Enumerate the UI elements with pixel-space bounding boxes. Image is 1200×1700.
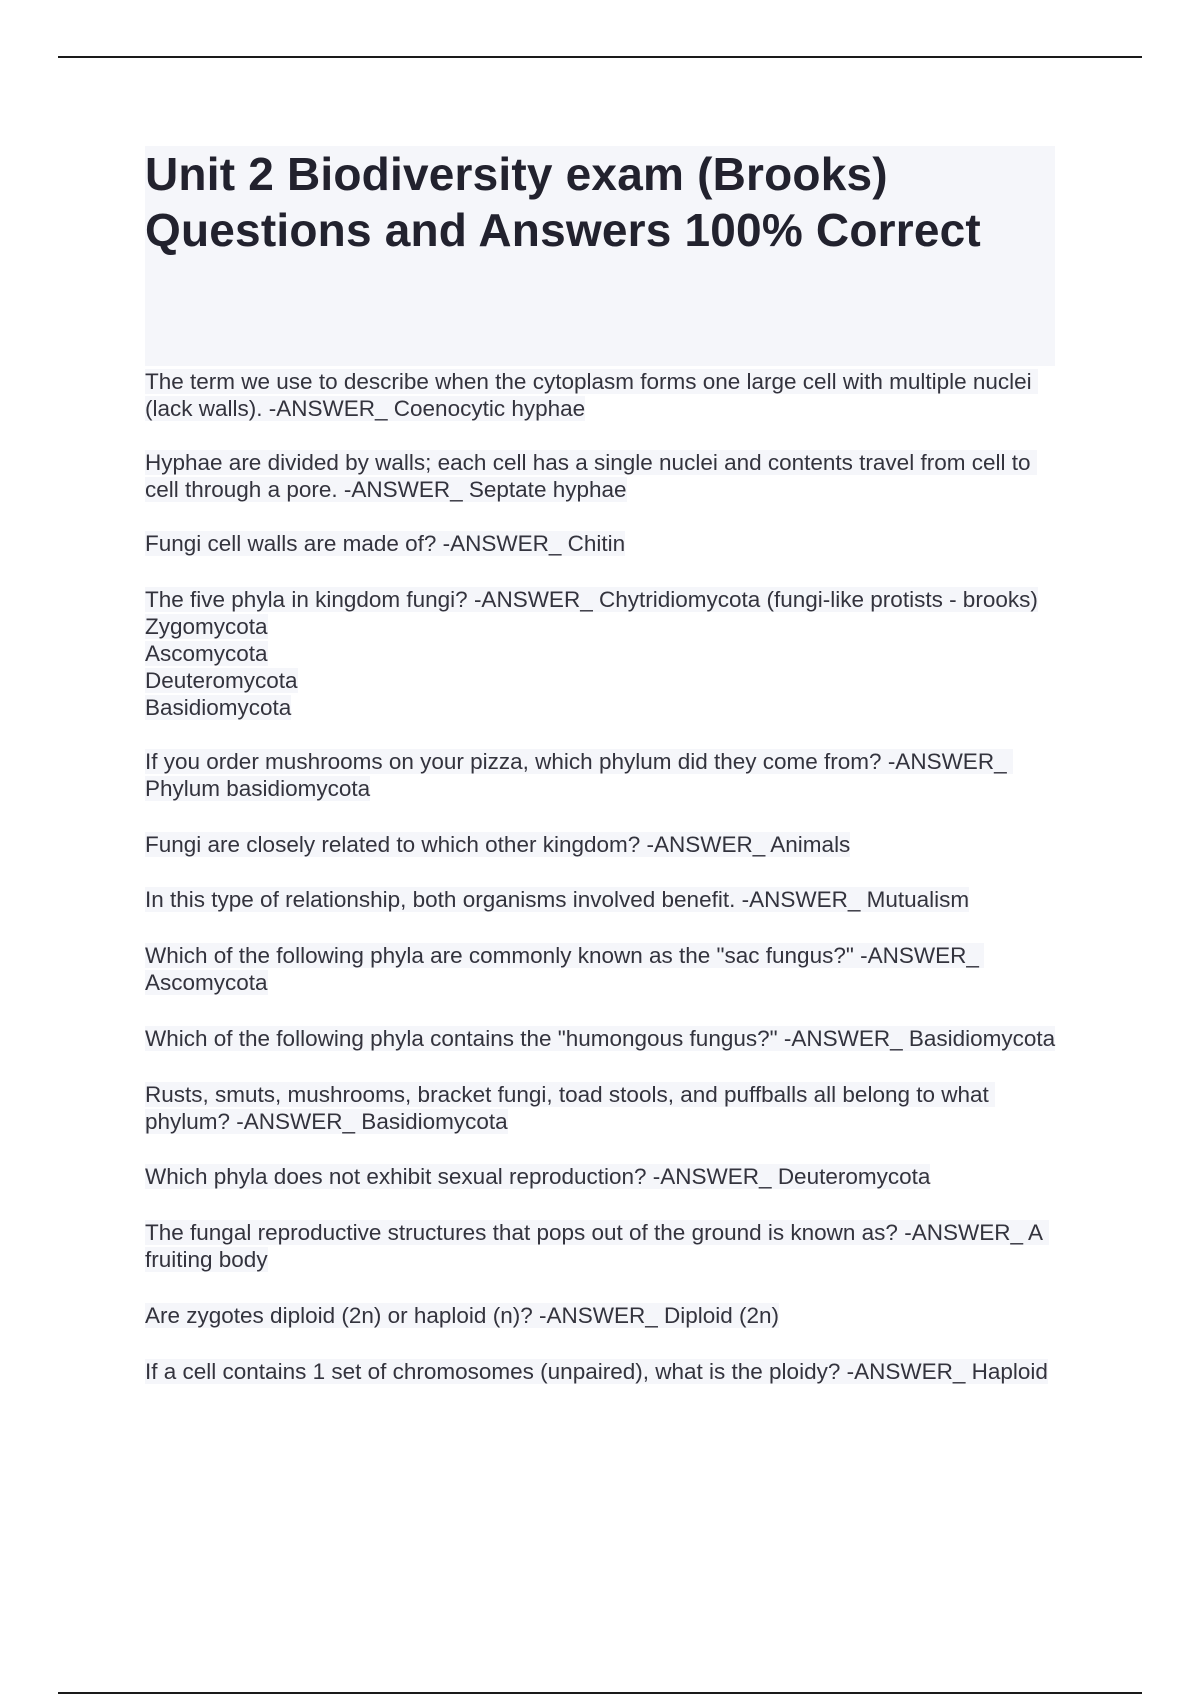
qa-text: If you order mushrooms on your pizza, which phylum did they come from? -ANSWER_ Phylum basidiomycota bbox=[145, 749, 1013, 801]
qa-item bbox=[145, 1025, 1065, 1052]
top-rule bbox=[58, 56, 1142, 58]
qa-text: The fungal reproductive structures that pops out of the ground is known as? -ANSWER_ A fruiting body bbox=[145, 1220, 1050, 1272]
title-block bbox=[145, 146, 1055, 366]
qa-text: Fungi are closely related to which other kingdom? -ANSWER_ Animals bbox=[145, 832, 851, 857]
qa-text: Rusts, smuts, mushrooms, bracket fungi, toad stools, and puffballs all belong to what phylum? -ANSWER_ Basidiomycota bbox=[145, 1082, 996, 1134]
qa-item bbox=[145, 1163, 1065, 1190]
qa-item bbox=[145, 942, 1065, 996]
qa-text: Hyphae are divided by walls; each cell has a single nuclei and contents travel from cell to cell through a pore. -ANSWER_ Septate hyphae bbox=[145, 450, 1037, 502]
qa-item bbox=[145, 1219, 1065, 1273]
qa-item bbox=[145, 1302, 1065, 1329]
document-title: Unit 2 Biodiversity exam (Brooks) Questions and Answers 100% Correct bbox=[145, 148, 981, 256]
qa-item bbox=[145, 530, 1065, 557]
qa-item bbox=[145, 831, 1065, 858]
qa-text: Which of the following phyla are commonly known as the "sac fungus?" -ANSWER_ Ascomycota bbox=[145, 943, 984, 995]
qa-list bbox=[145, 368, 1065, 1385]
qa-item bbox=[145, 1358, 1065, 1385]
qa-text: If a cell contains 1 set of chromosomes (unpaired), what is the ploidy? -ANSWER_ Haploid bbox=[145, 1359, 1048, 1384]
qa-text: In this type of relationship, both organisms involved benefit. -ANSWER_ Mutualism bbox=[145, 887, 970, 912]
qa-text: Which of the following phyla contains the "humongous fungus?" -ANSWER_ Basidiomycota bbox=[145, 1026, 1056, 1051]
qa-item bbox=[145, 449, 1065, 503]
qa-item bbox=[145, 1081, 1065, 1135]
qa-text: Are zygotes diploid (2n) or haploid (n)? -ANSWER_ Diploid (2n) bbox=[145, 1303, 780, 1328]
qa-text: The five phyla in kingdom fungi? -ANSWER_ Chytridiomycota (fungi-like protists - brooks) Zygomycota Ascomycota Deuteromycota Basidiomycota bbox=[145, 587, 1038, 720]
bottom-rule bbox=[58, 1692, 1142, 1694]
qa-text: Which phyla does not exhibit sexual reproduction? -ANSWER_ Deuteromycota bbox=[145, 1164, 931, 1189]
qa-item bbox=[145, 368, 1065, 422]
qa-text: The term we use to describe when the cytoplasm forms one large cell with multiple nuclei (lack walls). -ANSWER_ Coenocytic hyphae bbox=[145, 369, 1038, 421]
qa-item bbox=[145, 586, 1065, 721]
qa-item bbox=[145, 886, 1065, 913]
qa-text: Fungi cell walls are made of? -ANSWER_ Chitin bbox=[145, 531, 626, 556]
qa-item bbox=[145, 748, 1065, 802]
